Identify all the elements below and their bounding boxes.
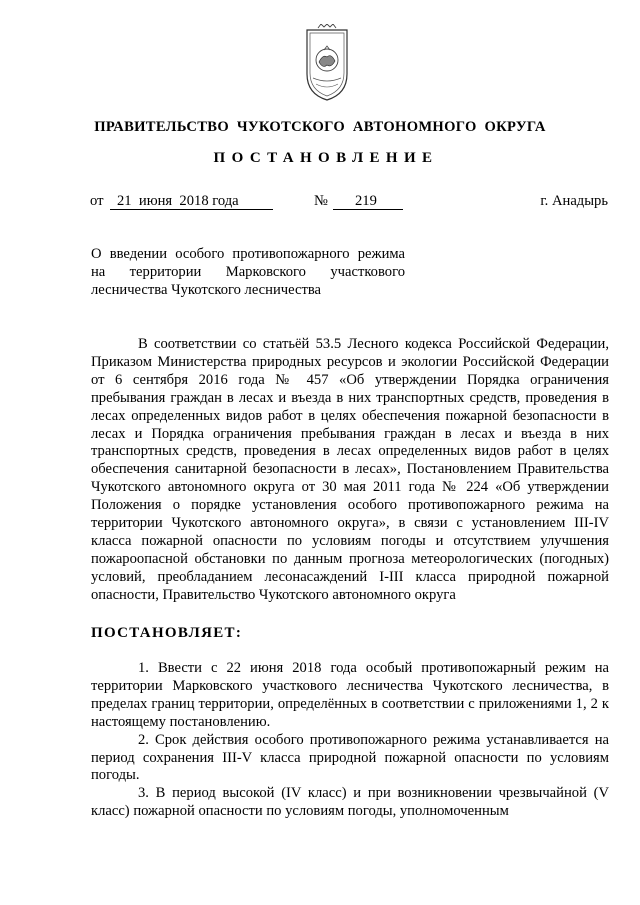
subject-line: О введении особого противопожарного режима	[91, 246, 405, 262]
document-number: 219	[355, 193, 377, 209]
decree-item: 2. Срок действия особого противопожарного режима устанавливается на период сохранения III-V класса природной пожарной опасности по условиям погоды.	[91, 731, 609, 784]
document-date: 21 июня 2018 года	[117, 193, 239, 209]
government-name: ПРАВИТЕЛЬСТВО ЧУКОТСКОГО АВТОНОМНОГО ОКРУГА	[94, 119, 546, 135]
document-meta	[90, 193, 608, 211]
decree-item: 1. Ввести с 22 июня 2018 года особый противопожарный режим на территории Марковского участкового лесничества Чукотского лесничества, в пределах границ территории, определённых в соответствии с приложениями 1, 2 к настоящему постановлению.	[91, 660, 609, 730]
decree-heading: ПОСТАНОВЛЯЕТ:	[91, 625, 243, 641]
number-underline	[333, 209, 403, 210]
date-prefix: от	[90, 193, 104, 209]
chukotka-coat-of-arms-icon	[304, 24, 350, 102]
number-label: №	[314, 193, 328, 209]
subject-line: на территории Марковского участкового	[91, 264, 405, 280]
document-type: ПОСТАНОВЛЕНИЕ	[213, 150, 439, 166]
decree-item: 3. В период высокой (IV класс) и при возникновении чрезвычайной (V класс) пожарной опасности по условиям погоды, уполномоченным	[91, 785, 609, 820]
date-underline	[110, 209, 273, 210]
document-subject	[91, 245, 405, 299]
decree-items	[91, 660, 609, 821]
preamble-paragraph: В соответствии со статьёй 53.5 Лесного кодекса Российской Федерации, Приказом Министерства природных ресурсов и экологии Российской Федерации от 6 сентября 2016 года № 457 «Об утверждении Порядка ограничения пребывания граждан в лесах и въезда в них транспортных средств, проведения в лесах определенных видов работ в целях обеспечения пожарной безопасности в лесах и Порядка ограничения пребывания граждан в лесах и въезда в них транспортных средств, проведения в лесах определенных видов работ в целях обеспечения санитарной безопасности в лесах», Постановлением Правительства Чукотского автономного округа от 30 мая 2011 года № 224 «Об утверждении Положения о порядке установления особого противопожарного режима на территории Чукотского автономного округа», в связи с установлением III-IV класса пожарной опасности по условиям погоды и отсутствием улучшения пожароопасной обстановки по данным прогноза метеорологических (погодных) условий, преобладанием лесонасаждений I-III класса природной пожарной опасности, Правительство Чукотского автономного округа	[91, 336, 609, 603]
subject-line: лесничества Чукотского лесничества	[91, 282, 321, 298]
document-place: г. Анадырь	[540, 193, 608, 209]
